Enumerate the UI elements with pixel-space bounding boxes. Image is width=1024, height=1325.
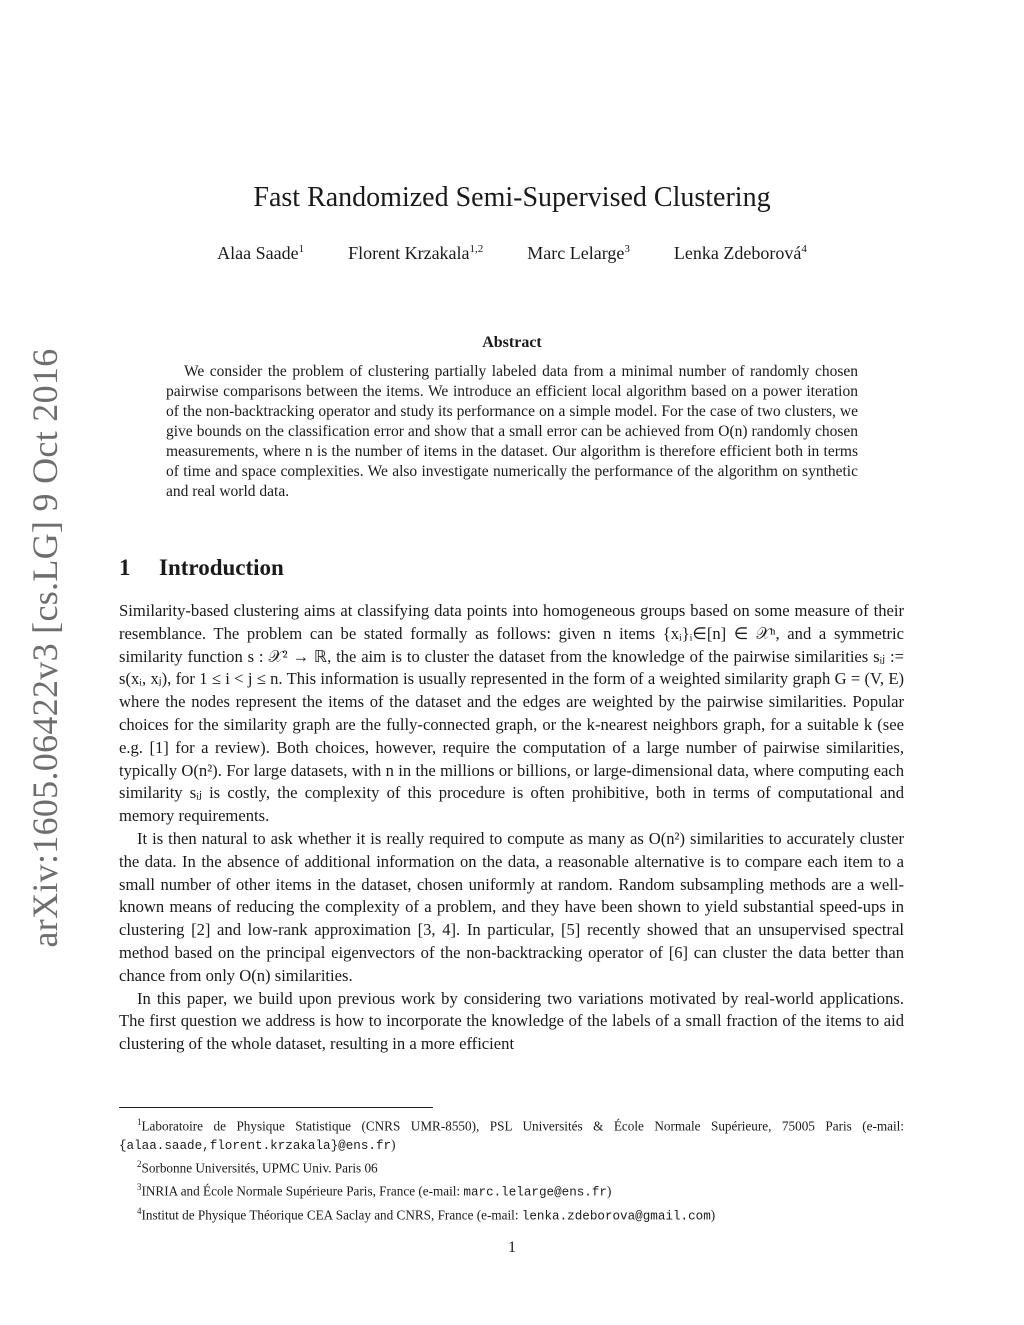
arxiv-sidebar [20, 348, 70, 948]
paragraph: It is then natural to ask whether it is really required to compute as many as O(n²) similarities to accurately cluster the data. In the absence of additional information on the data, a reasonable alternative is to compare each item to a small number of other items in the dataset, chosen uniformly at random. Random subsampling methods are a well-known means of reducing the complexity of a problem, and they have been shown to yield substantial speed-ups in clustering [2] and low-rank approximation [3, 4]. In particular, [5] recently showed that an unsupervised spectral method based on the principal eigenvectors of the non-backtracking operator of [6] can cluster the data better than chance from only O(n) similarities. [119, 828, 904, 985]
email-link[interactable]: marc.lelarge@ens.fr [463, 1185, 607, 1200]
author-list [0, 243, 1024, 264]
footnote: $^1$Laboratoire de Physique Statistique (CNRS UMR-8550), PSL Universités & École Normale Supérieure, 75005 Paris (e-mail: {alaa.saade,florent.krzakala}@ens.fr) [119, 1117, 904, 1153]
abstract-text: We consider the problem of clustering partially labeled data from a minimal number of randomly chosen pairwise comparisons between the items. We introduce an efficient local algorithm based on a power iteration of the non-backtracking operator and study its performance on a simple model. For the case of two clusters, we give bounds on the classification error and show that a small error can be achieved from O(n) randomly chosen measurements, where n is the number of items in the dataset. Our algorithm is therefore efficient both in terms of time and space complexities. We also investigate numerically the performance of the algorithm on synthetic and real world data. [166, 363, 858, 500]
footnotes [119, 1113, 904, 1226]
paragraph: In this paper, we build upon previous work by considering two variations motivated by real-world applications. The first question we address is how to incorporate the knowledge of the labels of a small fraction of the items to aid clustering of the whole dataset, resulting in a more efficient [119, 988, 904, 1054]
author: Marc Lelarge$^3$ [527, 243, 630, 263]
email-link[interactable]: lenka.zdeborova@gmail.com [521, 1209, 711, 1224]
paper-title: Fast Randomized Semi-Supervised Clustering [253, 182, 771, 213]
footnote: $^2$Sorbonne Universités, UPMC Univ. Paris 06 [137, 1159, 378, 1176]
footnote: $^4$Institut de Physique Théorique CEA Saclay and CNRS, France (e-mail: lenka.zdeborova@gmail.com) [137, 1206, 716, 1224]
abstract-heading: Abstract [482, 334, 542, 351]
section-number: 1 [119, 555, 131, 580]
section-heading [119, 555, 284, 581]
arxiv-identifier: arXiv:1605.06422v3 [cs.LG] 9 Oct 2016 [25, 348, 65, 948]
author: Florent Krzakala$^{1,2}$ [348, 243, 484, 263]
section-title: Introduction [159, 555, 284, 580]
abstract-body [166, 362, 858, 502]
paragraph: Similarity-based clustering aims at classifying data points into homogeneous groups based on some measure of their resemblance. The problem can be stated formally as follows: given n items {xᵢ}ᵢ∈[n] ∈ 𝒳ⁿ, and a symmetric similarity function s : 𝒳² → ℝ, the aim is to cluster the dataset from the knowledge of the pairwise similarities sᵢⱼ := s(xᵢ, xⱼ), for 1 ≤ i < j ≤ n. This information is usually represented in the form of a weighted similarity graph G = (V, E) where the nodes represent the items of the dataset and the edges are weighted by the pairwise similarities. Popular choices for the similarity graph are the fully-connected graph, or the k-nearest neighbors graph, for a suitable k (see e.g. [1] for a review). Both choices, however, require the computation of a large number of pairwise similarities, typically O(n²). For large datasets, with n in the millions or billions, or large-dimensional data, where computing each similarity sᵢⱼ is costly, the complexity of this procedure is often prohibitive, both in terms of computational and memory requirements. [119, 601, 904, 826]
footnote: $^3$INRIA and École Normale Supérieure Paris, France (e-mail: marc.lelarge@ens.fr) [137, 1182, 612, 1200]
email-link[interactable]: {alaa.saade,florent.krzakala}@ens.fr [119, 1138, 392, 1153]
section-body [119, 600, 904, 1056]
author: Alaa Saade$^1$ [217, 243, 305, 263]
page-number: 1 [508, 1239, 516, 1256]
author: Lenka Zdeborová$^4$ [673, 243, 807, 263]
footnote-rule [119, 1107, 433, 1108]
